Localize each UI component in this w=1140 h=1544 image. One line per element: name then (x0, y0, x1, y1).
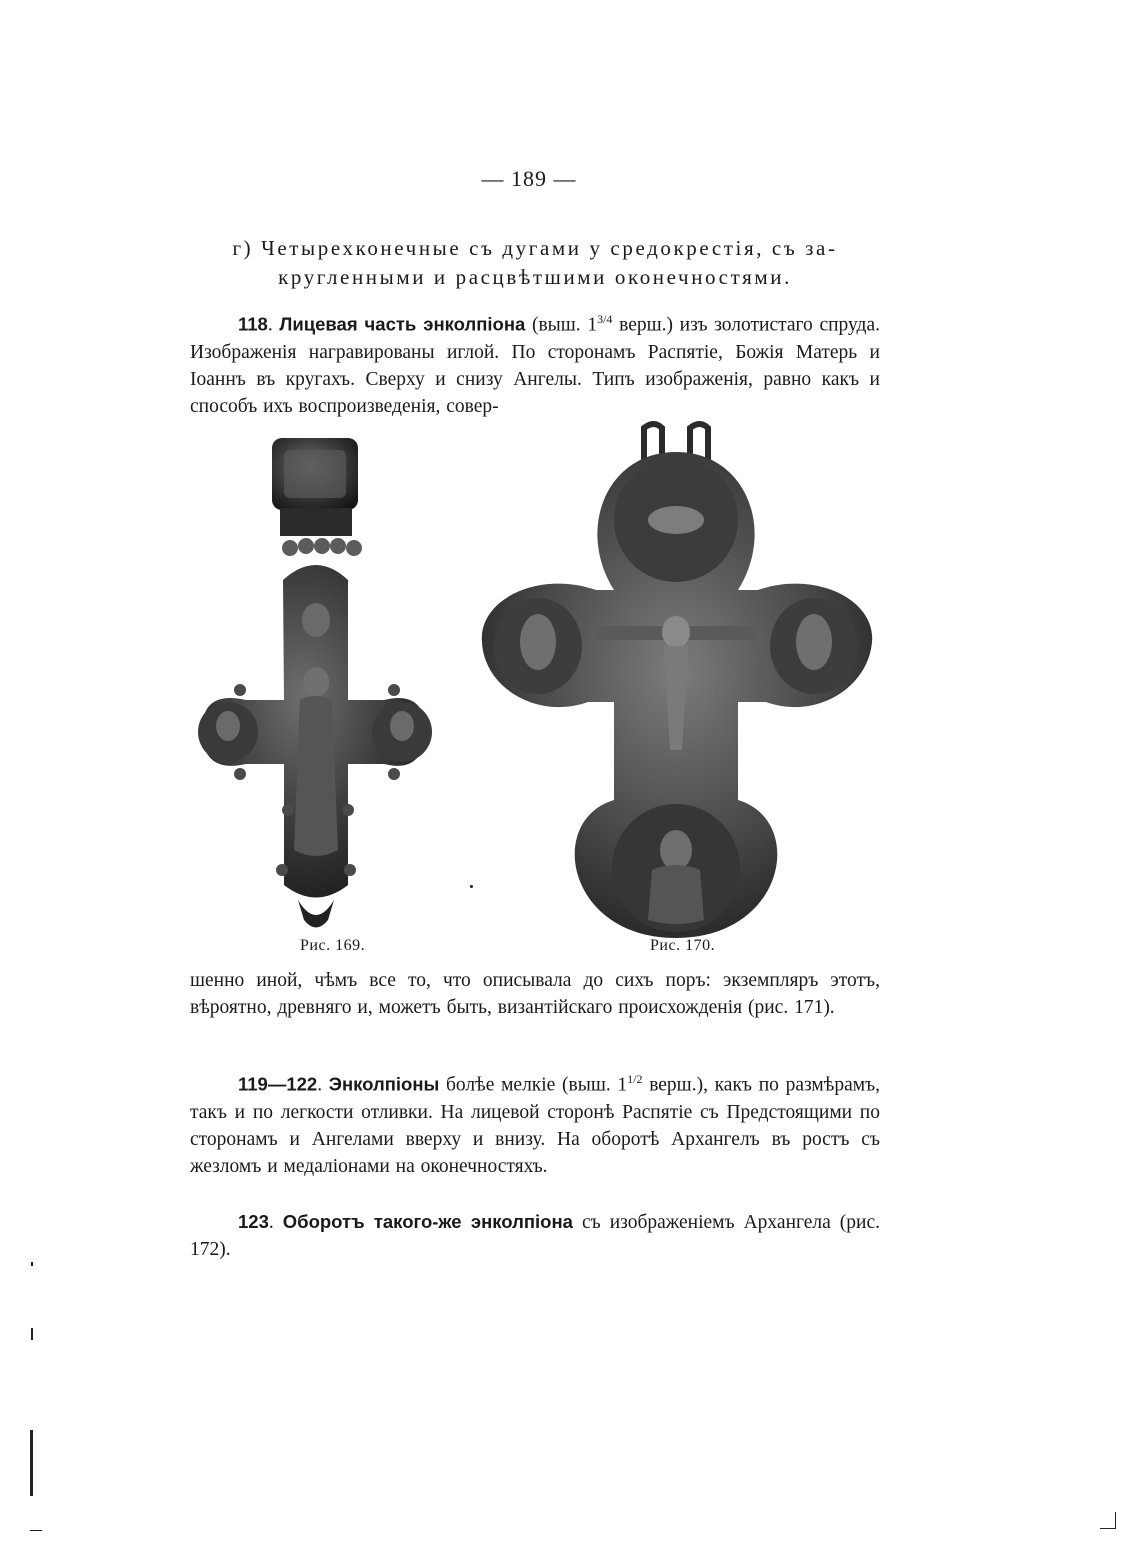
section-heading-line-1: г) Четырехконечные съ дугами у средокрестія, съ за- (232, 236, 838, 260)
entry-123-text: съ изображеніемъ Архангела (рис. 172). (190, 1212, 881, 1260)
figure-170-cross-image (476, 420, 880, 940)
entry-119-122-title: Энколпіоны (328, 1073, 440, 1095)
entry-123-paragraph: 123. Оборотъ такого-же энколпіона съ изображеніемъ Архангела (рис. 172). (190, 1211, 881, 1260)
entry-119-122-fraction: 1/2 (627, 1072, 643, 1086)
scan-mark-left-dot-1 (31, 1262, 33, 1266)
entry-118-height: (выш. 1 (531, 314, 598, 336)
scan-mark-left-bar (30, 1430, 33, 1496)
entry-118-text: верш.) изъ золотистаго спруда. Изображенія награвированы иглой. По сторонамъ Распятіе, Божія Матерь и Іоаннъ въ кругахъ. Сверху и снизу Ангелы. Типъ изображенія, равно какъ и способъ ихъ воспроизведенія, совер- (190, 314, 881, 417)
figure-169-cross-image (188, 430, 468, 940)
figure-170-caption: Рис. 170. (650, 937, 716, 954)
entry-119-122-paragraph: 119—122. Энколпіоны болѣе мелкіе (выш. $1^{1/2}$ верш.), какъ по размѣрамъ, такъ и по легкости отливки. На лицевой сторонѣ Распятіе съ Предстоящими по сторонамъ и Ангелами вверху и внизу. На оборотѣ Архангелъ въ ростъ съ жезломъ и медаліонами на оконечностяхъ. (190, 1072, 881, 1177)
entry-119-122-number: 119—122 (238, 1073, 318, 1095)
entry-118-continuation: шенно иной, чѣмъ все то, что описывала до сихъ поръ: экземпляръ этотъ, вѣроятно, древняго и, можетъ быть, византійскаго происхожденія (рис. 171). (190, 970, 880, 1018)
entry-119-122-text: верш.), какъ по размѣрамъ, такъ и по легкости отливки. На лицевой сторонѣ Распятіе съ Предстоящими по сторонамъ и Ангелами вверху и внизу. На оборотѣ Архангелъ въ ростъ съ жезломъ и медаліонами на оконечностяхъ. (190, 1074, 881, 1177)
scan-mark-left-dot-2 (31, 1328, 33, 1340)
entry-123-number: 123 (238, 1211, 269, 1232)
entry-119-122-height: болѣе мелкіе (выш. 1 (446, 1074, 628, 1096)
entry-118-fraction: 3/4 (597, 312, 613, 326)
entry-118-paragraph: 118. Лицевая часть энколпіона (выш. $1^{3/4}$ верш.) изъ золотистаго спруда. Изображенія награвированы иглой. По сторонамъ Распятіе, Божія Матерь и Іоаннъ въ кругахъ. Сверху и снизу Ангелы. Типъ изображенія, равно какъ и способъ ихъ воспроизведенія, совер- (190, 312, 881, 417)
section-heading-line-2: кругленными и расцвѣтшими оконечностями. (278, 265, 792, 289)
scan-mark-center-dot (470, 885, 473, 888)
entry-123-title: Оборотъ такого-же энколпіона (282, 1211, 573, 1232)
entry-118-title: Лицевая часть энколпіона (279, 313, 526, 335)
scan-mark-bottom-right-h (1100, 1528, 1116, 1529)
page-number: — 189 — (481, 166, 577, 191)
figure-169-caption: Рис. 169. (300, 937, 366, 954)
scan-mark-bottom-left (30, 1530, 42, 1531)
section-heading (190, 234, 880, 292)
entry-118-number: 118 (238, 313, 268, 335)
scan-mark-bottom-right-v (1115, 1512, 1116, 1529)
